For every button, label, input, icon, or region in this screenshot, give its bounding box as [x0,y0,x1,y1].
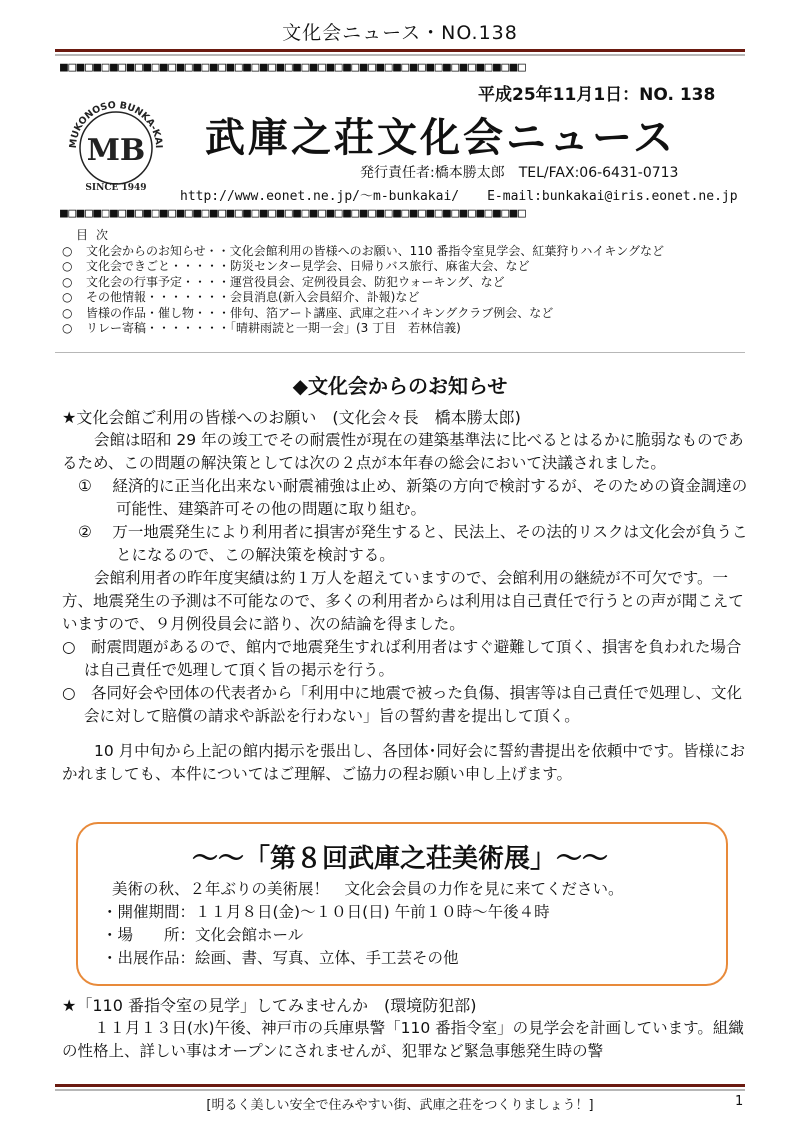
toc-item[interactable]: ○ リレー寄稿・・・・・・・「晴耕雨読と一期一会」(3 丁目 若林信義) [62,321,461,335]
logo-initials: MB [86,133,146,168]
paragraph: 会館は昭和 29 年の竣工でその耐震性が現在の建築基準法に比べるとはるかに脆弱なものであるため、この問題の解決策としては次の２点が本年春の総会において決議されました。 [62,431,744,472]
logo-ring-text: MUKONOSO BUNKA-KAI [67,99,165,149]
square-border-top: ■□■□■□■□■□■□■□■□■□■□■□■□■□■□■□■□■□■□■□■□■□■□■□■□■□■□■□■□ [60,60,527,75]
resolution-item: ① 経済的に正当化出来ない耐震補強は止め、新築の方向で検討するが、そのための資金調達の可能性、建築許可その他の問題に取り組む。 [78,477,748,518]
footer-rule-thin [55,1089,745,1091]
toc-item[interactable]: ○ その他情報・・・・・・・会員消息(新入会員紹介、訃報)など [62,290,420,304]
toc-item[interactable]: ○ 皆様の作品・催し物・・・俳句、箔アート講座、武庫之荘ハイキングクラブ例会、など [62,305,554,320]
article-title: ★「110 番指令室の見学」してみませんか (環境防犯部) [62,996,477,1015]
paragraph: 会館利用者の昨年度実績は約１万人を超えていますので、会館利用の継続が不可欠です。一方、地震発生の予測は不可能なので、多くの利用者からは利用は自己責任で行うとの声が聞こえていますので、９月例役員会に諮り、次の結論を得ました。 [62,569,744,633]
resolution-item: ② 万一地震発生により利用者に損害が発生すると、民法上、その法的リスクは文化会が負うことになるので、この解決策を検討する。 [78,523,748,564]
article-hall-notice [62,406,752,786]
section-title: ◆文化会からのお知らせ [292,374,508,398]
exhibit-title: ～～「第８回武庫之荘美術展」～～ [191,844,608,874]
contact-line [180,185,766,204]
square-border-bottom: ■□■□■□■□■□■□■□■□■□■□■□■□■□■□■□■□■□■□■□■□■□■□■□■□■□■□■□■□ [60,206,527,221]
masthead-title: 武庫之荘文化会ニュース [205,115,676,161]
mb-logo [62,90,170,198]
website-link[interactable]: http://www.eonet.ne.jp/～m-bunkakai/ [180,189,460,204]
logo-since: SINCE 1949 [85,183,147,193]
page-number: 1 [735,1094,744,1109]
exhibit-works: ・出展作品：絵画、書、写真、立体、手工芸その他 [102,949,459,967]
paragraph: 10 月中旬から上記の館内掲示を張出し、各団体･同好会に誓約書提出を依頼中です。皆様におかれましても、本件についてはご理解、ご協力の程お願い申し上げます。 [62,742,746,783]
exhibit-details [102,878,624,970]
header-rule-thin [55,54,745,56]
toc-divider [55,352,745,353]
conclusion-item: ○ 耐震問題があるので、館内で地震発生すれば利用者はすぐ避難して頂く、損害を負われた場合は自己責任で処理して頂く旨の掲示を行う。 [62,638,742,679]
exhibit-intro: 美術の秋、２年ぶりの美術展！ 文化会会員の力作を見に来てください。 [112,880,624,898]
toc-item[interactable]: ○ 文化会からのお知らせ・・文化会館利用の皆様へのお願い、110 番指令室見学会、紅葉狩りハイキングなど [62,243,665,258]
article-110-visit [62,994,752,1063]
table-of-contents [62,228,664,337]
toc-item[interactable]: ○ 文化会できごと・・・・・防災センター見学会、日帰りバス旅行、麻雀大会、など [62,259,530,273]
article-title: ★文化会館ご利用の皆様へのお願い (文化会々長 橋本勝太郎) [62,408,521,427]
toc-heading: 目次 [76,228,117,242]
conclusion-item: ○ 各同好会や団体の代表者から「利用中に地震で被った負傷、損害等は自己責任で処理し、文化会に対して賠償の請求や訴訟を行わない」旨の誓約書を提出して頂く。 [62,684,743,725]
footer-slogan: [明るく美しい安全で住みやすい街、武庫之荘をつくりましょう！] [206,1098,594,1113]
issue-date: 平成25年11月1日：NO. 138 [478,85,716,105]
toc-item[interactable]: ○ 文化会の行事予定・・・・運営役員会、定例役員会、防犯ウォーキング、など [62,274,505,289]
footer-rule [55,1084,745,1087]
header-rule [55,49,745,52]
exhibit-period: ・開催期間：１１月８日(金)～１０日(日) 午前１０時～午後４時 [102,903,550,921]
running-title: 文化会ニュース・NO.138 [282,22,518,44]
publisher-info: 発行責任者:橋本勝太郎 TEL/FAX:06-6431-0713 [360,165,679,181]
email-link[interactable]: E-mail:bunkakai@iris.eonet.ne.jp [487,189,738,204]
exhibit-place: ・場 所：文化会館ホール [102,926,304,944]
paragraph: １１月１３日(水)午後、神戸市の兵庫県警「110 番指令室」の見学会を計画しています。組織の性格上、詳しい事はオープンにされませんが、犯罪など緊急事態発生時の警 [62,1019,744,1060]
